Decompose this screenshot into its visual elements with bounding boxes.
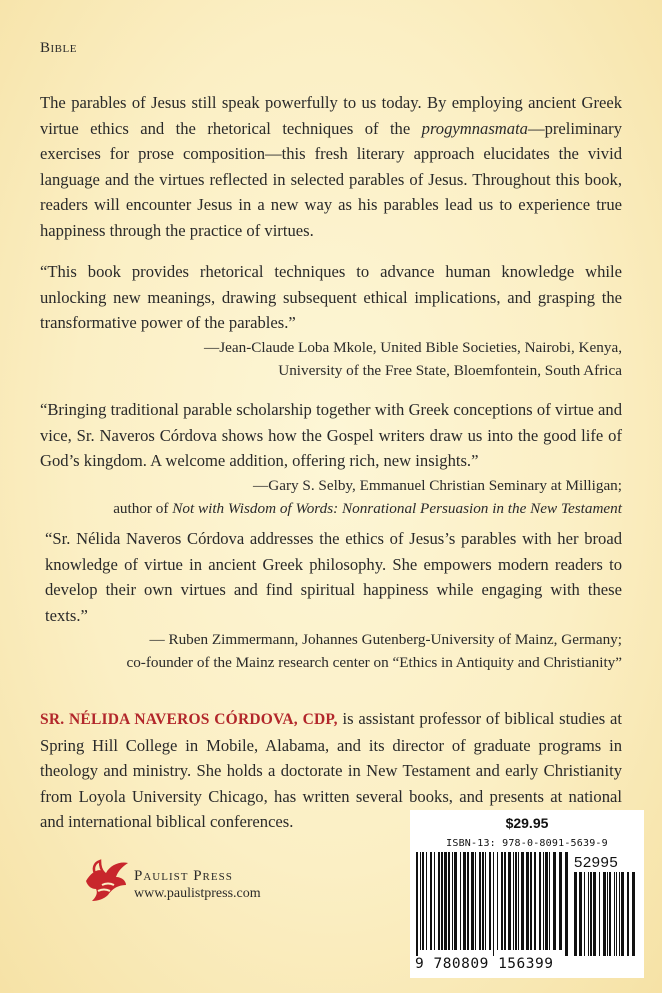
barcode-bar	[438, 852, 440, 950]
endorsement-attribution-line1: —Jean-Claude Loba Mkole, United Bible Societies, Nairobi, Kenya,	[204, 338, 622, 356]
barcode-bar	[454, 852, 457, 950]
barcode-bar	[545, 852, 548, 950]
endorsement-attribution-line2	[40, 497, 622, 520]
barcode-bar	[627, 872, 629, 956]
barcode-bar	[504, 852, 506, 950]
endorsement-3	[45, 526, 622, 674]
barcode-bar	[467, 852, 469, 950]
isbn-label: ISBN-13: 978-0-8091-5639-9	[446, 838, 608, 849]
author-bio-text: is assistant professor of biblical studies at Spring Hill College in Mobile, Alabama, and its director of graduate programs in theology and ministry. She holds a doctorate in New Testament and early Christianity from Loyola University Chicago, has written several books, and presents at national and international biblical conferences.	[40, 709, 622, 831]
description-text-1: The parables of Jesus still speak powerfully to us today. By employing ancient Greek virtue ethics and the rhetorical techniques of the	[40, 93, 622, 138]
barcode-bar	[534, 852, 536, 950]
description-italic-term: progymnasmata	[421, 118, 528, 138]
author-name: SR. NÉLIDA NAVEROS CÓRDOVA, CDP,	[40, 711, 338, 728]
category-label: Bible	[40, 40, 77, 56]
barcode-bar	[614, 872, 615, 956]
publisher-url: www.paulistpress.com	[134, 886, 261, 901]
barcode-bar	[448, 852, 450, 950]
publisher-block	[134, 868, 261, 902]
barcode-bar	[497, 852, 498, 950]
endorsement-text: “Sr. Nélida Naveros Córdova addresses the ethics of Jesus’s parables with her broad knowledge of virtue in ancient Greek philosophy. She empowers modern readers to develop their own virtues and find spiritual happiness while engaging with these texts.”	[45, 529, 622, 625]
barcode-bar	[430, 852, 432, 950]
barcode-bar	[553, 852, 556, 950]
barcode-bar	[434, 852, 435, 950]
barcode-bar	[593, 872, 596, 956]
attribution-prefix: author of	[113, 499, 173, 517]
barcode-bar	[515, 852, 517, 950]
barcode-bar	[579, 872, 582, 956]
barcode-bar	[584, 872, 585, 956]
addon-code: 52995	[574, 854, 619, 871]
addon-barcode	[574, 872, 638, 956]
barcode-bar	[603, 872, 606, 956]
endorsement-attribution-line2: University of the Free State, Bloemfontein, South Africa	[278, 361, 622, 379]
barcode-bar	[543, 852, 544, 950]
barcode-bar	[609, 872, 611, 956]
barcode-bar	[441, 852, 443, 950]
book-description	[40, 90, 622, 243]
description-text-2: —preliminary exercises for prose composition—this fresh literary approach elucidates the vivid language and the virtues reflected in selected parables of Jesus. Throughout this book, readers will encounter Jesus in a new way as his parables lead us to experience true happiness through the practice of virtues.	[40, 118, 622, 240]
barcode-bar	[416, 852, 418, 956]
red-dove-icon	[82, 855, 130, 907]
barcode-bar	[559, 852, 562, 950]
barcode-bar	[452, 852, 453, 950]
barcode-bar	[508, 852, 511, 950]
barcode-bar	[518, 852, 519, 950]
barcode-bar	[616, 872, 617, 956]
barcode-bar	[619, 872, 620, 956]
barcode-bar	[530, 852, 532, 950]
barcode-bar	[501, 852, 503, 950]
price-label: $29.95	[505, 815, 549, 831]
barcode-bar	[482, 852, 484, 950]
barcode-bar	[632, 872, 635, 956]
barcode-bar	[521, 852, 524, 950]
endorsement-text: “Bringing traditional parable scholarship together with Greek conceptions of virtue and vice, Sr. Naveros Córdova shows how the Gospel writers draw us into the good life of God’s kingdom. A welcome addition, offering rich, new insights.”	[40, 400, 622, 470]
barcode-bar	[471, 852, 474, 950]
barcode-bar	[513, 852, 514, 950]
endorsement-1	[40, 259, 622, 382]
barcode-panel	[410, 810, 644, 978]
barcode-bar	[460, 852, 461, 950]
barcode-bar	[493, 852, 494, 956]
barcode-bar	[422, 852, 424, 950]
barcode-bar	[588, 872, 589, 956]
endorsement-attribution-line1: — Ruben Zimmermann, Johannes Gutenberg-University of Mainz, Germany;	[149, 631, 622, 648]
endorsement-2	[40, 397, 622, 520]
barcode-bar	[479, 852, 481, 950]
attribution-book-title: Not with Wisdom of Words: Nonrational Persuasion in the New Testament	[172, 499, 622, 517]
barcode-bar	[539, 852, 541, 950]
endorsement-attribution-line1: —Gary S. Selby, Emmanuel Christian Seminary at Milligan;	[253, 476, 622, 494]
barcode-bar	[607, 872, 608, 956]
barcode-bar	[621, 872, 624, 956]
endorsement-attribution-line2: co-founder of the Mainz research center on “Ethics in Antiquity and Christianity”	[126, 654, 622, 671]
barcode-bar	[574, 872, 577, 956]
barcode-bar	[590, 872, 592, 956]
barcode-bar	[565, 852, 568, 956]
barcode-bar	[420, 852, 421, 950]
barcode-bar	[463, 852, 466, 950]
isbn-digits: 9 780809 156399	[415, 956, 554, 972]
barcode-bar	[489, 852, 491, 950]
barcode-bar	[426, 852, 427, 950]
barcode-bar	[526, 852, 529, 950]
publisher-name: Paulist Press	[134, 868, 233, 884]
endorsement-text: “This book provides rhetorical techniques to advance human knowledge while unlocking new meanings, drawing subsequent ethical implications, and grasping the transformative power of the parables.”	[40, 262, 622, 332]
isbn-barcode	[416, 852, 568, 956]
barcode-bar	[485, 852, 486, 950]
barcode-bar	[475, 852, 476, 950]
barcode-bar	[444, 852, 447, 950]
barcode-bar	[549, 852, 550, 950]
barcode-bar	[599, 872, 600, 956]
